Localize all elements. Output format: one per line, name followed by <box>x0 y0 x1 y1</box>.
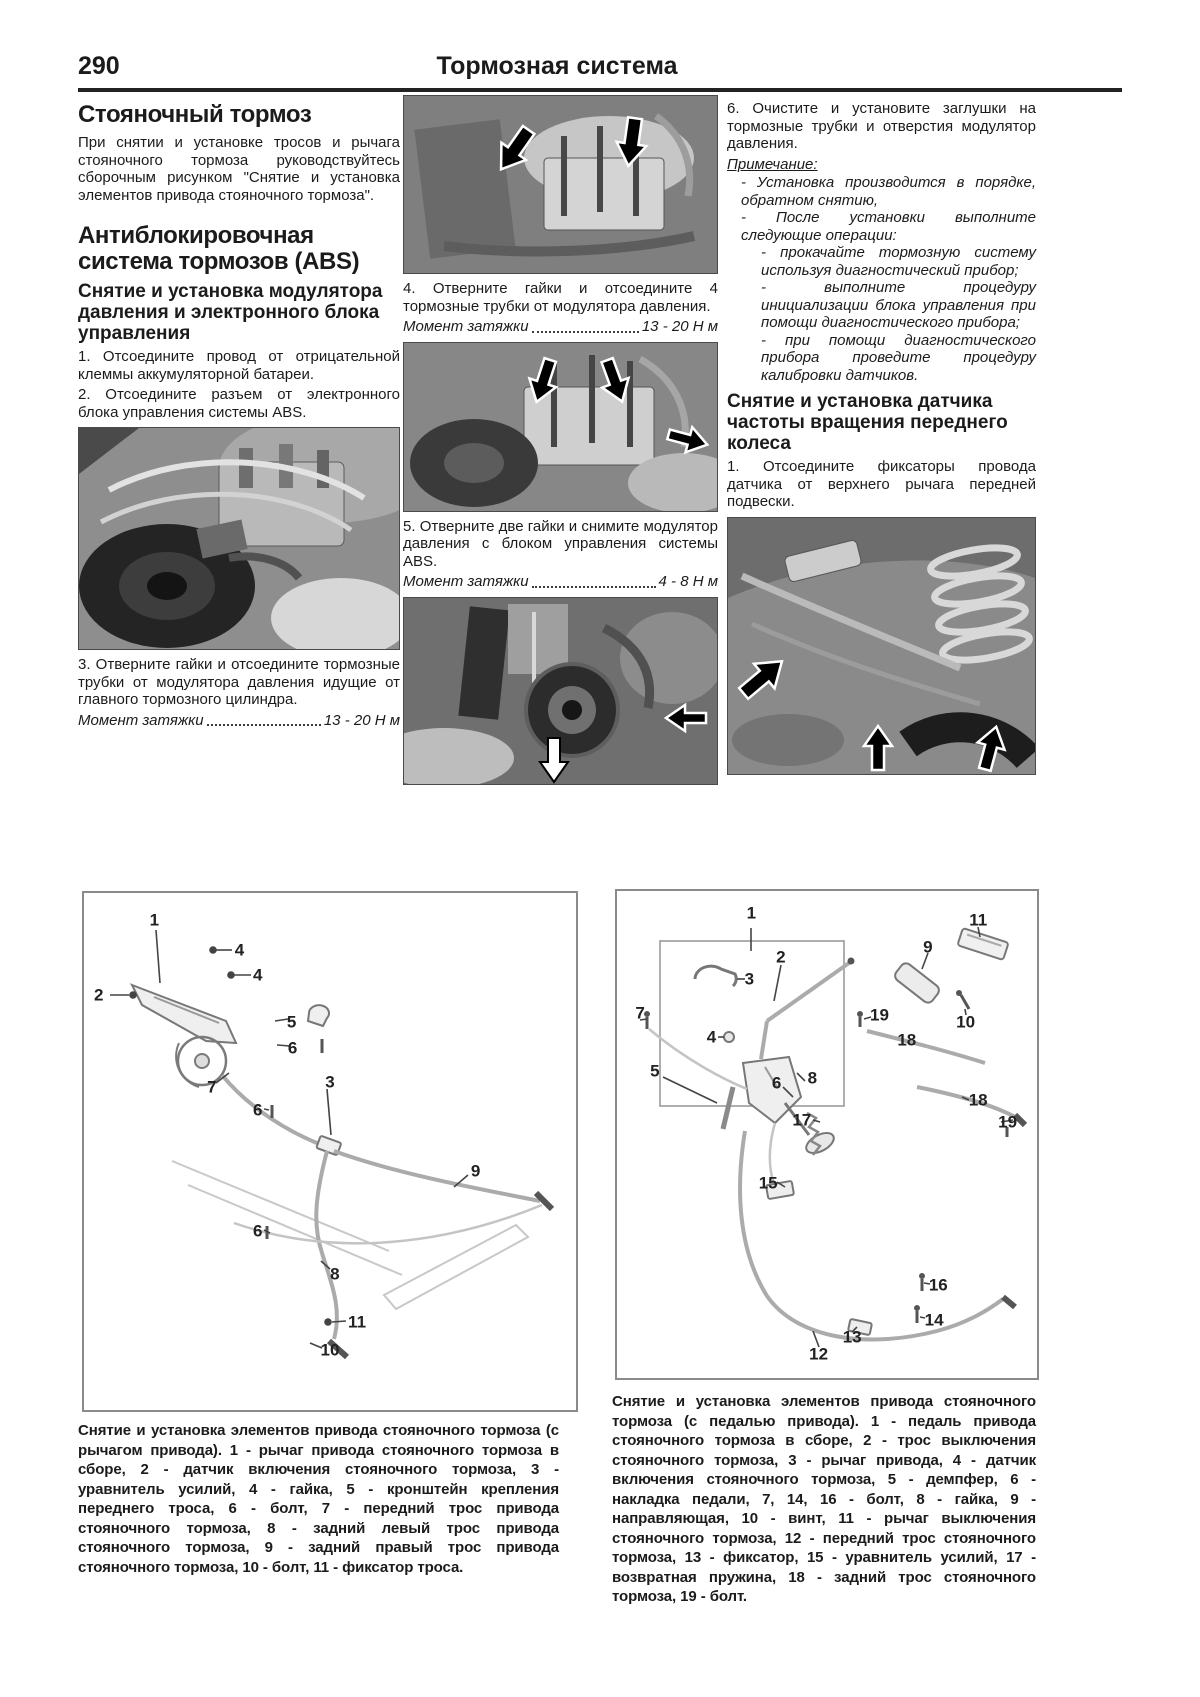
diagram-callout-4: 4 <box>252 965 263 985</box>
diagram-callout-5: 5 <box>286 1012 297 1032</box>
diagram-callout-9: 9 <box>470 1161 481 1181</box>
column-right <box>727 100 1036 781</box>
photo-modulator-removed-image <box>404 598 717 784</box>
torque-label: Момент затяжки <box>403 573 529 590</box>
diagram-callout-19: 19 <box>870 1005 889 1025</box>
diagram-callout-11: 11 <box>969 910 988 930</box>
diagram-right-callouts <box>617 891 1037 1378</box>
diagram-callout-4: 4 <box>234 940 245 960</box>
diagram-callout-8: 8 <box>807 1068 818 1088</box>
photo-modulator-nuts-image <box>404 343 717 511</box>
photo-brake-pipes-disconnect-image <box>404 96 717 273</box>
step-3: 3. Отверните гайки и отсоедините тормозные трубки от модулятора давления идущие от главного тормозного цилиндра. <box>78 656 400 708</box>
torque-spec-step3 <box>78 712 400 730</box>
diagram-callout-19: 19 <box>998 1112 1018 1132</box>
diagram-callout-18: 18 <box>968 1090 988 1110</box>
column-left <box>78 102 400 735</box>
note-item: - прокачайте тормозную систему используя диагностический прибор; <box>761 244 1036 279</box>
heading-abs: Антиблокировочная система тормозов (ABS) <box>78 222 360 275</box>
diagram-callout-17: 17 <box>792 1110 812 1130</box>
diagram-parking-brake-pedal <box>615 889 1039 1380</box>
header-rule <box>78 88 1122 92</box>
diagram-callout-3: 3 <box>744 969 755 989</box>
diagram-callout-3: 3 <box>325 1072 335 1092</box>
step-6: 6. Очистите и установите заглушки на тормозные трубки и отверстия модулятор давления. <box>727 100 1036 152</box>
diagram-callout-8: 8 <box>330 1264 340 1283</box>
diagram-callout-6: 6 <box>252 1100 263 1120</box>
torque-label: Момент затяжки <box>403 318 529 335</box>
torque-leader-dots <box>532 586 656 588</box>
heading-wheel-speed-sensor: Снятие и установка датчика частоты вращения переднего колеса <box>727 391 1008 454</box>
parking-brake-intro: При снятии и установке тросов и рычага стояночного тормоза руководствуйтесь сборочным рисунком "Снятие и установка элементов привода стояночного тормоза". <box>78 134 400 204</box>
torque-leader-dots <box>532 331 639 333</box>
step-4: 4. Отверните гайки и отсоедините 4 тормозные трубки от модулятора давления. <box>403 280 718 315</box>
diagram-callout-16: 16 <box>928 1275 948 1295</box>
page-title: Тормозная система <box>436 52 678 80</box>
torque-leader-dots <box>207 724 321 726</box>
torque-spec-step5 <box>403 573 718 591</box>
torque-value: 4 - 8 Н м <box>658 573 718 590</box>
diagram-callout-7: 7 <box>207 1077 217 1097</box>
diagram-callout-9: 9 <box>923 937 933 957</box>
page-number: 290 <box>78 52 120 80</box>
note-item: - После установки выполните следующие операции: <box>741 209 1036 244</box>
diagram-callout-2: 2 <box>94 985 104 1005</box>
diagram-callout-15: 15 <box>758 1173 778 1193</box>
torque-label: Момент затяжки <box>78 711 204 729</box>
heading-parking-brake: Стояночный тормоз <box>78 101 312 128</box>
diagram-left-callouts <box>84 893 576 1410</box>
diagram-callout-18: 18 <box>897 1030 917 1050</box>
diagram-callout-2: 2 <box>776 947 786 967</box>
sensor-step-1: 1. Отсоедините фиксаторы провода датчика от верхнего рычага передней подвески. <box>727 458 1036 510</box>
note-item: - Установка производится в порядке, обратном снятию, <box>741 174 1036 209</box>
diagram-callout-14: 14 <box>924 1310 944 1330</box>
photo-modulator-nuts <box>403 342 718 512</box>
torque-spec-step4 <box>403 318 718 336</box>
diagram-callout-10: 10 <box>320 1340 340 1359</box>
diagram-callout-7: 7 <box>635 1003 645 1023</box>
photo-front-suspension-sensor <box>727 517 1036 775</box>
diagram-callout-4: 4 <box>706 1027 717 1047</box>
step-5: 5. Отверните две гайки и снимите модулятор давления с блоком управления системы ABS. <box>403 517 718 570</box>
diagram-callout-6: 6 <box>252 1221 263 1241</box>
diagram-callout-5: 5 <box>650 1061 660 1081</box>
torque-value: 13 - 20 Н м <box>323 711 400 729</box>
column-middle <box>403 95 718 791</box>
diagram-callout-1: 1 <box>746 903 757 923</box>
photo-front-suspension-sensor-image <box>728 518 1035 774</box>
diagram-callout-12: 12 <box>809 1344 829 1364</box>
torque-value: 13 - 20 Н м <box>641 318 718 335</box>
diagram-parking-brake-lever <box>82 891 578 1412</box>
diagram-callout-10: 10 <box>956 1012 976 1032</box>
note-list <box>727 174 1036 384</box>
note-item: - при помощи диагностического прибора проведите процедуру калибровки датчиков. <box>761 331 1036 384</box>
caption-pedal-diagram: Снятие и установка элементов привода стояночного тормоза (с педалью привода). 1 - педаль привода стояночного тормоза в сборе, 2 - трос выключения стояночного тормоза, 3 - рычаг привода, 4 - датчик включения стояночного тормоза, 5 - демпфер, 6 - накладка педали, 7, 14, 16 - болт, 8 - гайка, 9 - направляющая, 10 - винт, 11 - рычаг выключения стояночного тормоза, 12 - передний трос стояночного тормоза, 13 - фиксатор, 15 - уравнитель усилий, 17 - возвратная пружина, 18 - задний трос стояночного тормоза, 19 - болт. <box>612 1393 1036 1605</box>
caption-lever-diagram: Снятие и установка элементов привода стояночного тормоза (с рычагом привода). 1 - рычаг привода стояночного тормоза в сборе, 2 - датчик включения стояночного тормоза, 3 - уравнитель усилий, 4 - гайка, 5 - кронштейн крепления переднего троса, 6 - болт, 7 - передний трос привода стояночного тормоза, 8 - задний левый трос привода стояночного тормоза, 9 - задний правый трос привода стояночного тормоза, 10 - болт, 11 - фиксатор троса. <box>78 1422 559 1576</box>
photo-abs-modulator-engine-bay-image <box>79 428 399 649</box>
photo-brake-pipes-disconnect <box>403 95 718 274</box>
diagram-callout-6: 6 <box>287 1038 298 1058</box>
photo-modulator-removed <box>403 597 718 785</box>
diagram-callout-6: 6 <box>771 1073 782 1093</box>
diagram-callout-1: 1 <box>149 910 160 930</box>
note-title: Примечание: <box>727 155 818 173</box>
photo-abs-modulator-engine-bay <box>78 427 400 650</box>
step-2: 2. Отсоедините разъем от электронного блока управления системы ABS. <box>78 386 400 421</box>
step-1: 1. Отсоедините провод от отрицательной клеммы аккумуляторной батареи. <box>78 348 400 383</box>
diagram-callout-11: 11 <box>348 1312 367 1332</box>
note-item: - выполните процедуру инициализации блока управления при помощи диагностического прибора; <box>761 279 1036 331</box>
heading-abs-removal: Снятие и установка модулятора давления и электронного блока управления <box>78 281 383 344</box>
diagram-callout-13: 13 <box>842 1327 862 1347</box>
